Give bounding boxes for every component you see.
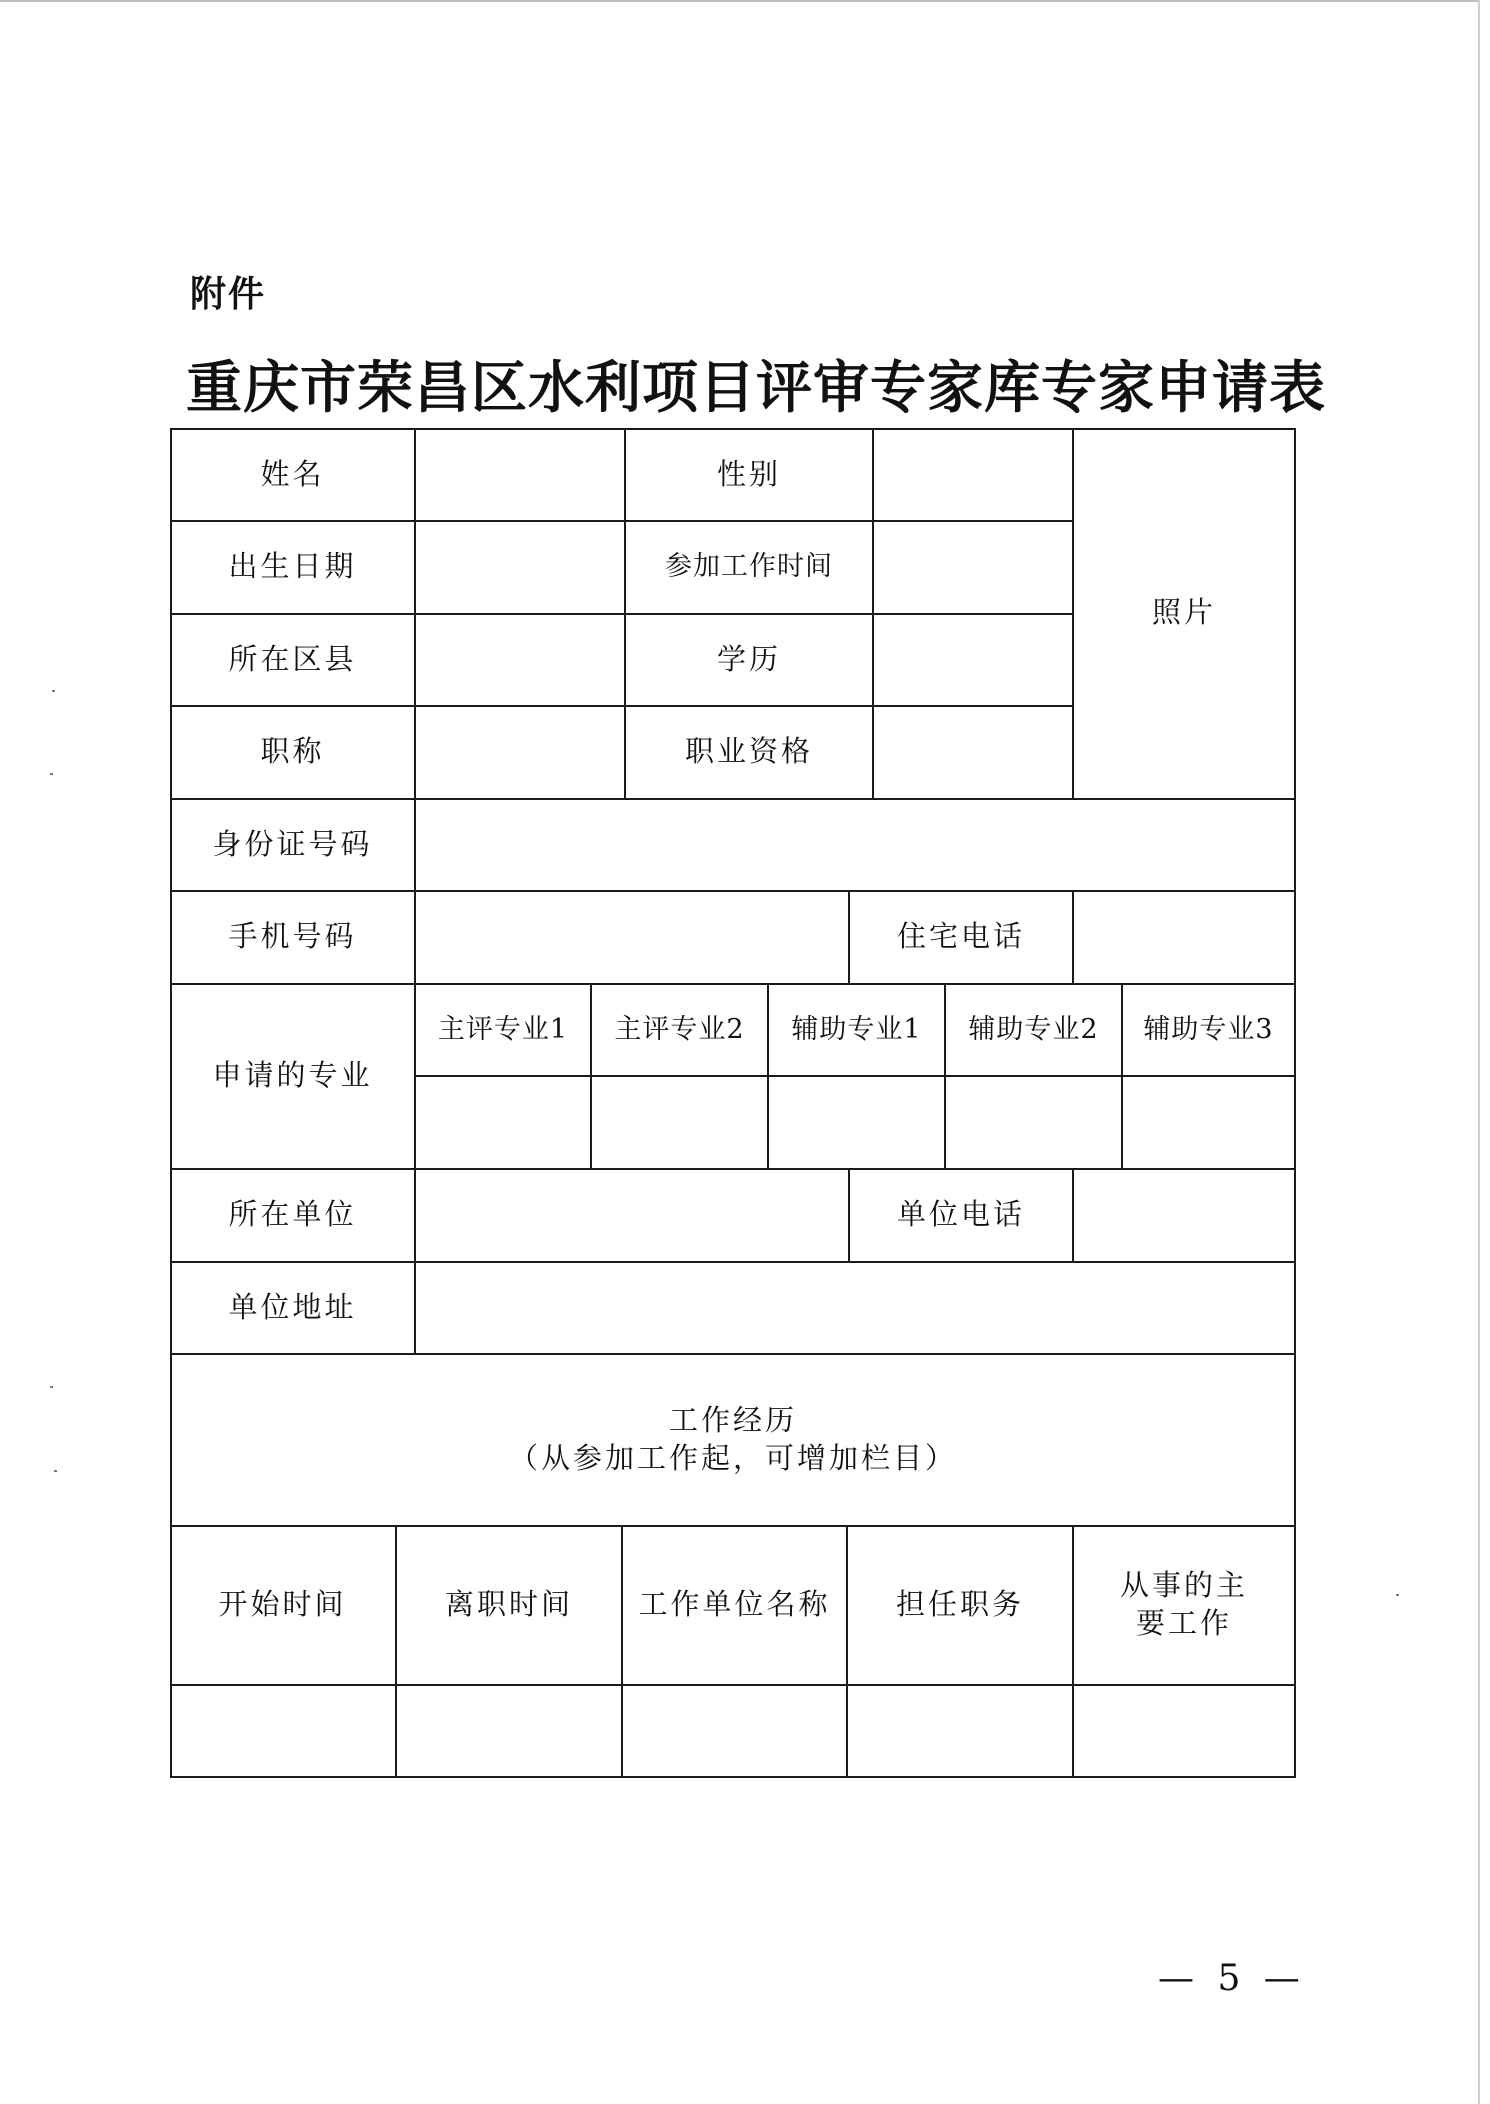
- major-header: 辅助专业2: [968, 1013, 1099, 1045]
- experience-note: （从参加工作起，可增加栏目）: [508, 1440, 957, 1475]
- id-number-field[interactable]: [416, 799, 1294, 891]
- experience-column-header: [848, 1526, 1072, 1684]
- major-field[interactable]: [1123, 1077, 1294, 1168]
- major-header-cell: [416, 984, 590, 1075]
- experience-entry-field[interactable]: [623, 1686, 846, 1776]
- form-border-bottom: [170, 1776, 1296, 1778]
- district-label: 所在区县: [228, 642, 357, 677]
- home-phone-field[interactable]: [1074, 891, 1294, 983]
- scan-speck: [54, 1470, 57, 1472]
- employer-label-cell: [170, 1169, 415, 1261]
- form-border-right: [1294, 428, 1296, 1778]
- major-header: 辅助专业1: [791, 1013, 922, 1045]
- qualification-label: 职业资格: [684, 734, 813, 769]
- leave-time-header: 离职时间: [444, 1587, 573, 1622]
- gender-field[interactable]: [874, 428, 1072, 521]
- photo-cell[interactable]: [1074, 428, 1294, 798]
- application-form: [170, 428, 1296, 1778]
- experience-entry-field[interactable]: [397, 1686, 621, 1776]
- district-field[interactable]: [416, 614, 624, 706]
- position-header: 担任职务: [895, 1587, 1024, 1622]
- experience-column-header: [1074, 1526, 1294, 1684]
- title-label-cell: [170, 706, 415, 798]
- major-header: 主评专业2: [614, 1013, 745, 1045]
- major-header-cell: [946, 984, 1121, 1075]
- work-start-field[interactable]: [874, 521, 1072, 613]
- major-header: 主评专业1: [437, 1013, 569, 1045]
- employer-phone-label: 单位电话: [896, 1197, 1025, 1232]
- start-time-header: 开始时间: [218, 1587, 347, 1622]
- major-applied-label: 申请的专业: [212, 1058, 373, 1093]
- gender-label-cell: [625, 428, 873, 521]
- education-field[interactable]: [874, 614, 1072, 706]
- experience-column-header: [623, 1526, 846, 1684]
- experience-title: 工作经历: [668, 1402, 797, 1437]
- experience-column-header: [170, 1526, 395, 1684]
- scan-speck: [50, 1386, 53, 1388]
- employer-phone-field[interactable]: [1074, 1169, 1294, 1261]
- employer-name-header: 工作单位名称: [638, 1587, 831, 1622]
- experience-entry-field[interactable]: [848, 1686, 1072, 1776]
- work-start-label: 参加工作时间: [665, 551, 833, 583]
- page-right-edge: [1478, 0, 1480, 2104]
- professional-title-label: 职称: [260, 734, 325, 769]
- name-field[interactable]: [416, 428, 624, 521]
- home-phone-label: 住宅电话: [896, 919, 1025, 954]
- major-label-cell: [170, 984, 415, 1168]
- major-header-cell: [592, 984, 767, 1075]
- major-field[interactable]: [592, 1077, 767, 1168]
- experience-heading: [170, 1354, 1296, 1525]
- education-label: 学历: [716, 642, 781, 677]
- scan-speck: [1396, 1594, 1399, 1596]
- photo-label: 照片: [1151, 595, 1216, 630]
- main-work-header: 从事的主要工作: [1119, 1568, 1248, 1640]
- home-phone-label-cell: [850, 891, 1072, 983]
- mobile-label: 手机号码: [228, 919, 357, 954]
- district-label-cell: [170, 614, 415, 706]
- major-field[interactable]: [946, 1077, 1121, 1168]
- attachment-label: 附件: [190, 274, 267, 315]
- name-label-cell: [170, 428, 415, 521]
- form-title: 重庆市荣昌区水利项目评审专家库专家申请表: [186, 355, 1326, 421]
- professional-title-field[interactable]: [416, 706, 624, 798]
- id-label-cell: [170, 799, 415, 891]
- id-number-label: 身份证号码: [212, 827, 373, 862]
- scan-speck: [50, 773, 53, 775]
- major-field[interactable]: [416, 1077, 590, 1168]
- work-start-label-cell: [625, 521, 873, 613]
- page-top-edge: [0, 0, 1478, 2]
- address-label-cell: [170, 1262, 415, 1353]
- qualification-field[interactable]: [874, 706, 1072, 798]
- employer-address-field[interactable]: [416, 1262, 1294, 1353]
- major-field[interactable]: [769, 1077, 944, 1168]
- page-number: — 5 —: [1158, 1958, 1306, 1999]
- employer-address-label: 单位地址: [228, 1289, 357, 1324]
- employer-phone-label-cell: [850, 1169, 1072, 1261]
- scan-speck: [52, 690, 55, 692]
- experience-column-header: [397, 1526, 621, 1684]
- education-label-cell: [625, 614, 873, 706]
- major-header-cell: [769, 984, 944, 1075]
- experience-entry-field[interactable]: [170, 1686, 395, 1776]
- birth-date-label-cell: [170, 521, 415, 613]
- qualification-label-cell: [625, 706, 873, 798]
- major-header-cell: [1123, 984, 1294, 1075]
- major-header: 辅助专业3: [1143, 1013, 1274, 1045]
- birth-date-label: 出生日期: [228, 549, 357, 584]
- employer-field[interactable]: [416, 1169, 848, 1261]
- employer-label: 所在单位: [228, 1197, 357, 1232]
- gender-label: 性别: [716, 456, 781, 491]
- mobile-label-cell: [170, 891, 415, 983]
- birth-date-field[interactable]: [416, 521, 624, 613]
- name-label: 姓名: [260, 456, 325, 491]
- mobile-field[interactable]: [416, 891, 848, 983]
- experience-entry-field[interactable]: [1074, 1686, 1294, 1776]
